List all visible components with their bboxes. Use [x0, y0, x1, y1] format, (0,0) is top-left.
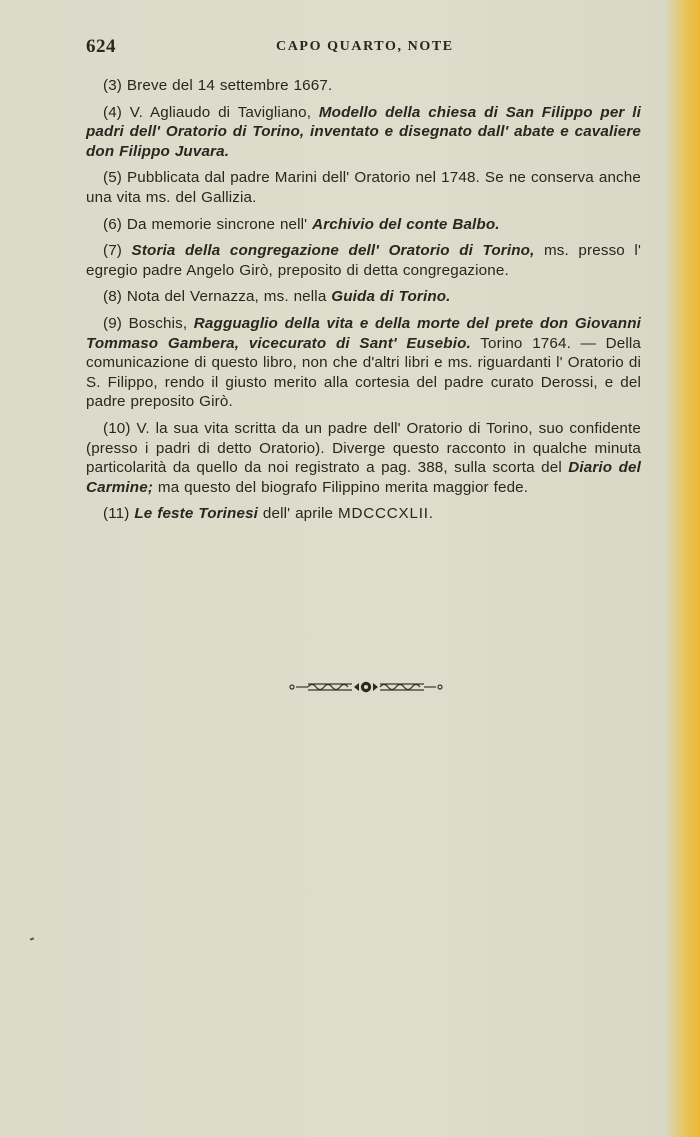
footnote-text: ms. presso l' egregio padre Angelo Girò, preposito di detta congregazione.	[86, 242, 641, 279]
footnotes-list	[86, 76, 641, 531]
footnote	[86, 103, 641, 162]
footnote-title: Ragguaglio della vita e della morte del prete don Giovanni Tommaso Gambera, vicecurato di Sant' Eusebio.	[86, 314, 641, 352]
footnote-text: Torino 1764. — Della comunicazione di questo libro, non che d'altri libri e ms. riguardanti l' Oratorio di S. Filippo, rendo il giusto merito alla cortesia del padre curato Derossi, e del padre preposito Girò.	[86, 334, 641, 411]
footnote-number: (11)	[103, 505, 130, 523]
footnote-text: Boschis,	[128, 314, 194, 332]
footnote-title: Diario del Carmine;	[86, 459, 641, 496]
footnote-text: Da memorie sincrone nell'	[126, 215, 313, 233]
footnote	[86, 287, 641, 307]
footnote	[86, 419, 641, 497]
footnote-title: Modello della chiesa di San Filippo per li padri dell' Oratorio di Torino, inventato e disegnato dall' abate e cavaliere don Filippo Juvara.	[86, 103, 641, 160]
footnote	[86, 168, 641, 207]
page-number: 624	[86, 36, 116, 57]
footnote-text: Pubblicata dal padre Marini dell' Oratorio nel 1748. Se ne conserva anche una vita ms. del Gallizia.	[86, 169, 641, 206]
footnote	[86, 504, 641, 524]
footnote-title: Archivio del conte Balbo.	[312, 215, 500, 233]
footnote-number: (8)	[103, 288, 123, 306]
footnote-number: (5)	[103, 169, 123, 187]
footnote-number: (10)	[103, 419, 131, 437]
footnote-number: (4)	[103, 103, 123, 121]
footnote	[86, 241, 641, 280]
footnote-number: (3)	[103, 77, 123, 94]
footnote-text: MDCCCXLII.	[338, 505, 434, 523]
footnote-number: (7)	[103, 242, 123, 260]
footnote-text: Nota del Vernazza, ms. nella	[126, 288, 332, 306]
footnote-text: V. Agliaudo di Tavigliano,	[129, 103, 319, 121]
paper-speck	[30, 937, 34, 940]
footnote-text: ma questo del biografo Filippino merita maggior fede.	[153, 478, 529, 496]
gilt-page-edge	[686, 0, 700, 1137]
footnote-number: (9)	[103, 314, 123, 332]
footnote-text: V. la sua vita scritta da un padre dell' Oratorio di Torino, suo confidente (presso i padri di detto Oratorio). Diverge questo racconto in qualche minuta particolarità da quello da noi registrato a pag. 388, sulla scorta del	[86, 419, 641, 477]
footnote-text: Breve del 14 settembre 1667.	[126, 77, 333, 94]
footnote-number: (6)	[103, 215, 123, 233]
footnote-title: Storia della congregazione dell' Oratorio di Torino,	[131, 242, 535, 260]
page-header	[86, 36, 641, 58]
footnote	[86, 215, 641, 235]
footnote	[86, 314, 641, 412]
footnote-title: Le feste Torinesi	[134, 505, 259, 523]
running-head: CAPO QUARTO, NOTE	[276, 39, 454, 54]
footnote-title: Guida di Torino.	[331, 288, 451, 306]
ornament-divider-icon	[288, 680, 444, 694]
footnote-text: dell' aprile	[258, 505, 338, 523]
footnote	[86, 76, 641, 96]
